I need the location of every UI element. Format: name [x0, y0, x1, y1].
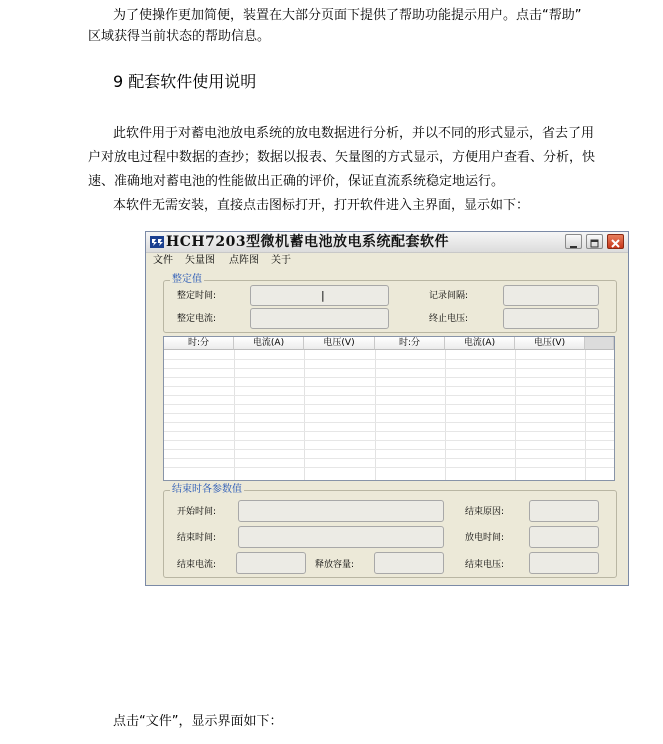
table-row-line: [164, 377, 614, 378]
end-current-field[interactable]: [236, 552, 306, 574]
table-row-line: [164, 467, 614, 468]
column-header-voltage-1[interactable]: 电压(V): [304, 337, 375, 350]
end-current-label: 结束电流:: [177, 560, 217, 570]
grid-divider: [304, 350, 305, 480]
column-header-time-2[interactable]: 时:分: [375, 337, 445, 350]
paragraph-open-software: 本软件无需安装，直接点击图标打开，打开软件进入主界面，显示如下：: [113, 198, 530, 213]
grid-divider: [234, 350, 235, 480]
set-time-field[interactable]: [250, 285, 389, 306]
maximize-button[interactable]: [586, 234, 603, 249]
menu-dot-chart[interactable]: 点阵图: [229, 255, 259, 266]
title-bar: [146, 232, 628, 253]
column-header-current-1[interactable]: 电流(A): [234, 337, 304, 350]
settings-group-title: 整定值: [172, 274, 202, 285]
table-row-line: [164, 413, 614, 414]
table-row-line: [164, 368, 614, 369]
record-interval-label: 记录间隔:: [429, 291, 469, 301]
grid-divider: [445, 350, 446, 480]
capacity-field[interactable]: [374, 552, 444, 574]
paragraph-intro-line1: 此软件用于对蓄电池放电系统的放电数据进行分析，并以不同的形式显示，省去了用: [113, 126, 595, 141]
column-header-voltage-2[interactable]: 电压(V): [515, 337, 585, 350]
paragraph-intro-line3: 速、准确地对蓄电池的性能做出正确的评价，保证直流系统稳定地运行。: [88, 174, 505, 189]
text-cursor: |: [321, 289, 325, 302]
grid-divider: [375, 350, 376, 480]
table-row-line: [164, 440, 614, 441]
table-row-line: [164, 458, 614, 459]
table-row-line: [164, 395, 614, 396]
discharge-time-label: 放电时间:: [465, 533, 505, 543]
start-time-field[interactable]: [238, 500, 444, 522]
column-header-current-2[interactable]: 电流(A): [445, 337, 515, 350]
table-row-line: [164, 404, 614, 405]
menu-bar: [146, 253, 628, 268]
start-time-label: 开始时间:: [177, 507, 217, 517]
paragraph-intro-line2: 户对放电过程中数据的查抄；数据以报表、矢量图的方式显示，方便用户查看、分析，快: [88, 150, 596, 165]
end-reason-field[interactable]: [529, 500, 599, 522]
close-button[interactable]: [607, 234, 624, 249]
settings-group: [163, 274, 617, 333]
set-time-label: 整定时间:: [177, 291, 217, 301]
table-row-line: [164, 431, 614, 432]
grid-divider: [585, 350, 586, 480]
end-reason-label: 结束原因:: [465, 507, 505, 517]
close-icon: [608, 237, 623, 250]
end-params-group-title: 结束时各参数值: [172, 484, 242, 495]
set-current-label: 整定电流:: [177, 314, 217, 324]
menu-vector-chart[interactable]: 矢量图: [185, 255, 215, 266]
discharge-time-field[interactable]: [529, 526, 599, 548]
set-current-field[interactable]: [250, 308, 389, 329]
window-title: HCH7203型微机蓄电池放电系统配套软件: [166, 234, 450, 250]
end-time-label: 结束时间:: [177, 533, 217, 543]
end-params-group: [163, 484, 617, 578]
app-logo-icon: [150, 236, 164, 248]
end-voltage-setting-field[interactable]: [503, 308, 599, 329]
table-row-line: [164, 386, 614, 387]
column-header-time-1[interactable]: 时:分: [164, 337, 234, 350]
minimize-button[interactable]: [565, 234, 582, 249]
end-voltage-label: 结束电压:: [465, 560, 505, 570]
end-time-field[interactable]: [238, 526, 444, 548]
section-heading: 9 配套软件使用说明: [113, 72, 257, 91]
minimize-icon: [566, 237, 581, 250]
end-voltage-setting-label: 终止电压:: [429, 314, 469, 324]
paragraph-help-line2: 区域获得当前状态的帮助信息。: [88, 29, 271, 44]
paragraph-click-file: 点击“文件”，显示界面如下：: [113, 714, 283, 729]
end-voltage-field[interactable]: [529, 552, 599, 574]
table-row-line: [164, 359, 614, 360]
data-table[interactable]: [163, 336, 615, 481]
column-header-filler: [585, 337, 614, 350]
capacity-label: 释放容量:: [315, 560, 355, 570]
maximize-icon: [587, 237, 602, 250]
record-interval-field[interactable]: [503, 285, 599, 306]
app-window: [145, 231, 629, 586]
menu-about[interactable]: 关于: [271, 255, 291, 266]
paragraph-help-line1: 为了使操作更加简便，装置在大部分页面下提供了帮助功能提示用户。点击“帮助”: [113, 8, 582, 23]
grid-divider: [515, 350, 516, 480]
menu-file[interactable]: 文件: [153, 255, 173, 266]
table-row-line: [164, 449, 614, 450]
table-row-line: [164, 422, 614, 423]
